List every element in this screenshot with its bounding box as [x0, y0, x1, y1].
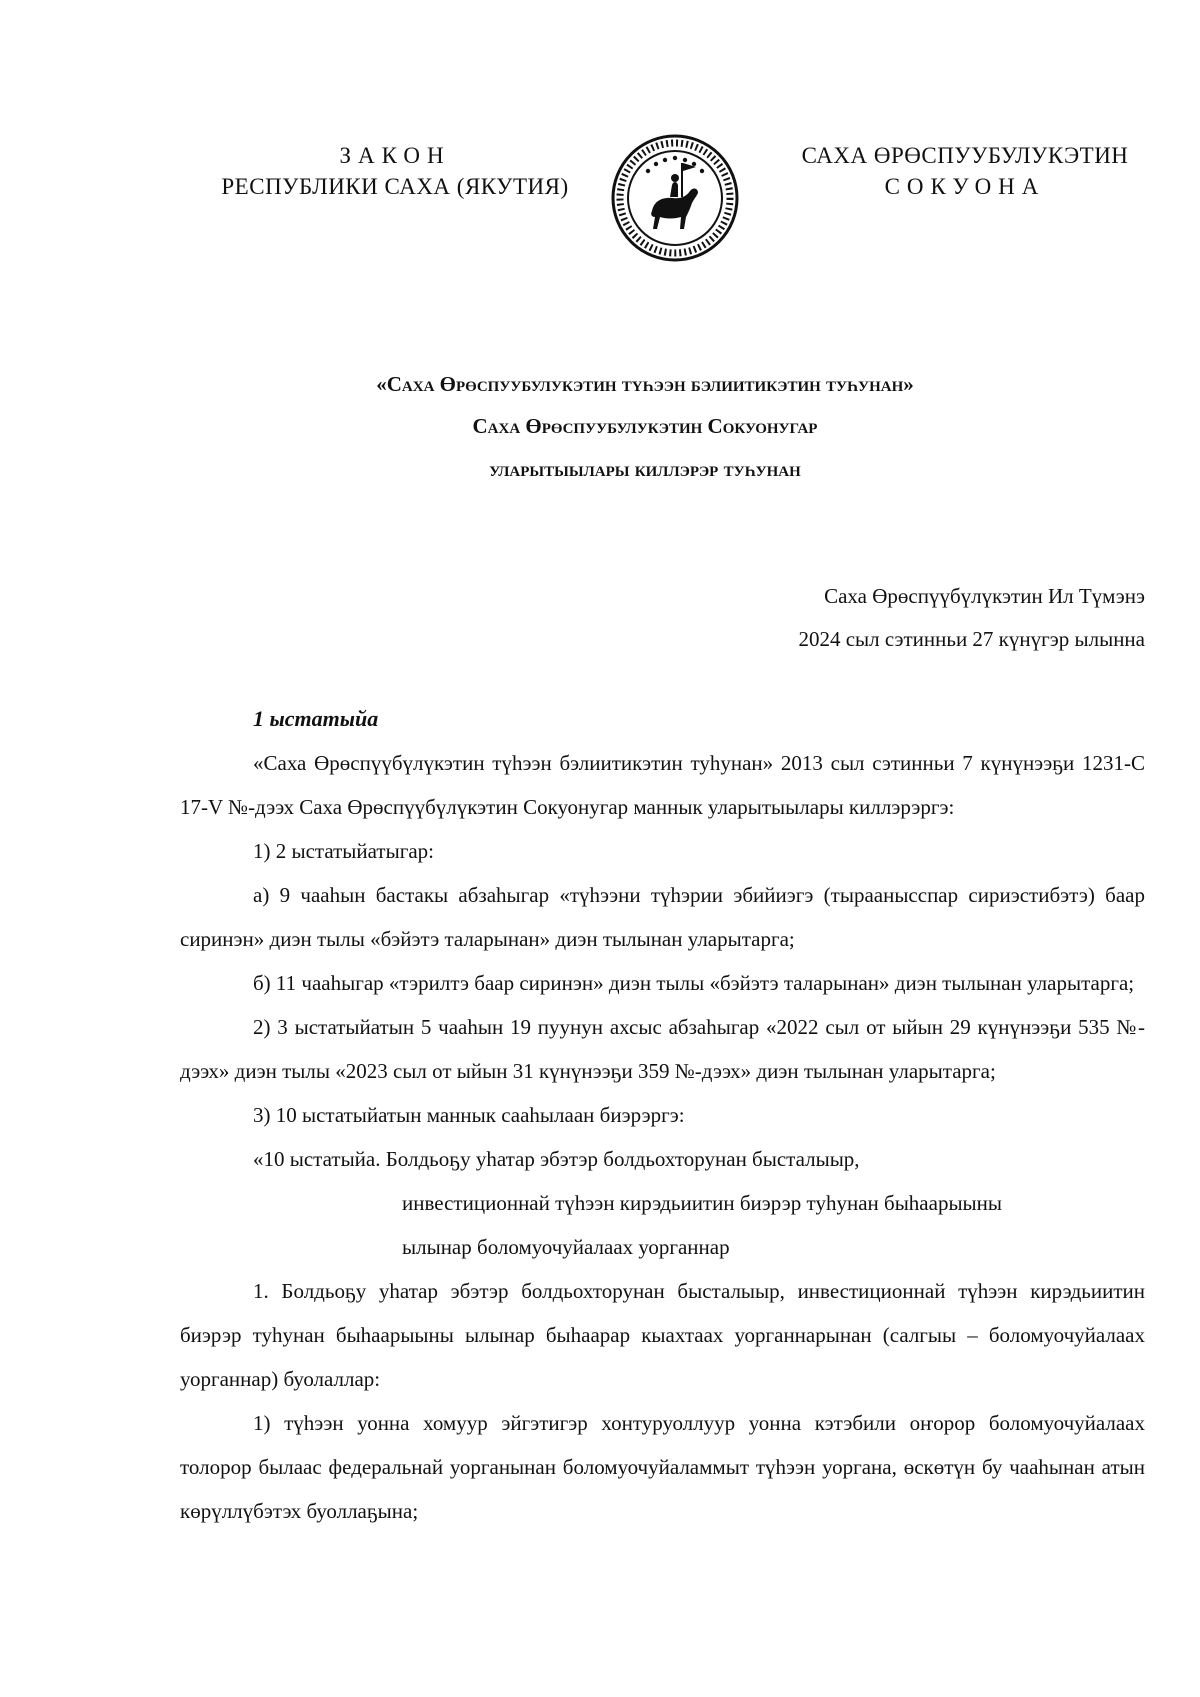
document-body — [180, 741, 1145, 1533]
paragraph: а) 9 чааһын бастакы абзаһыгар «түһээни түһэрии эбийиэгэ (тыраанысспар сириэстибэтэ) баар сиринэн» диэн тылы «бэйэтэ таларынан» диэн тылынан уларытарга; — [180, 883, 1145, 951]
paragraph: 1) 2 ыстатыйатыгар: — [253, 839, 434, 863]
paragraph: 1) түһээн уонна хомуур эйгэтигэр хонтуруоллуур уонна кэтэбили оҥорор боломуочуйалаах толорор былаас федеральнай уорганынан боломуочуйаламмыт түһээн уоргана, өскөтүн бу чааһынан атын көрүллүбэтэх буоллаҕына; — [180, 1411, 1145, 1523]
adopted-by: Саха Өрөспүүбүлүкэтин Ил Түмэнэ — [824, 584, 1145, 608]
document-title-line-1: «Саха Өрөспуубулукэтин түһээн бэлиитикэтин туһунан» — [376, 372, 914, 396]
article-10-heading-line-3: ылынар боломуочуйалаах уорганнар — [402, 1235, 730, 1259]
header-republic-name-sakha: САХА ӨРӨСПУУБУЛУКЭТИН — [801, 143, 1129, 168]
document-title-line-2: Саха Өрөспуубулукэтин Сокуонугар — [472, 414, 818, 438]
law-header-russian — [200, 140, 590, 202]
document-title-line-3: уларытыылары киллэрэр туһунан — [489, 457, 801, 481]
coat-of-arms-icon — [610, 133, 740, 263]
paragraph: б) 11 чааһыгар «тэрилтэ баар сиринэн» диэн тылы «бэйэтэ таларынан» диэн тылынан уларытарга; — [253, 971, 1135, 995]
paragraph: 3) 10 ыстатыйатын маннык сааһылаан биэрэргэ: — [253, 1103, 685, 1127]
paragraph: 1. Болдьоҕу уһатар эбэтэр болдьохторунан бысталыыр, инвестиционнай түһээн кирэдьиитин биэрэр туһунан быһаарыыны ылынар быһаарар кыахтаах уорганнарынан (салгыы – боломуочуйалаах уорганнар) буолаллар: — [180, 1279, 1145, 1391]
header-law-word: ЗАКОН — [339, 143, 451, 168]
paragraph: «Саха Өрөспүүбүлүкэтин түһээн бэлиитикэтин туһунан» 2013 сыл сэтинньи 7 күнүнээҕи 1231-С 17-V №-дээх Саха Өрөспүүбүлүкэтин Сокуонугар маннык уларытыылары киллэрэргэ: — [180, 751, 1145, 819]
header-law-word-sakha: СОКУОНА — [884, 174, 1046, 199]
law-header-sakha — [770, 140, 1160, 202]
header-republic-name: РЕСПУБЛИКИ САХА (ЯКУТИЯ) — [221, 174, 569, 199]
article-title: 1 ыстатыйа — [253, 706, 379, 731]
adoption-date: 2024 сыл сэтинньи 27 күнүгэр ылынна — [798, 627, 1145, 651]
article-10-heading-line-1: «10 ыстатыйа. Болдьоҕу уһатар эбэтэр болдьохторунан бысталыыр, — [253, 1147, 860, 1171]
paragraph: 2) 3 ыстатыйатын 5 чааһын 19 пуунун ахсыс абзаһыгар «2022 сыл от ыйын 29 күнүнээҕи 535 №-дээх» диэн тылы «2023 сыл от ыйын 31 күнүнээҕи 359 №-дээх» диэн тылынан уларытарга; — [180, 1015, 1145, 1083]
article-10-heading-line-2: инвестиционнай түһээн кирэдьиитин биэрэр туһунан быһаарыыны — [402, 1191, 1003, 1215]
